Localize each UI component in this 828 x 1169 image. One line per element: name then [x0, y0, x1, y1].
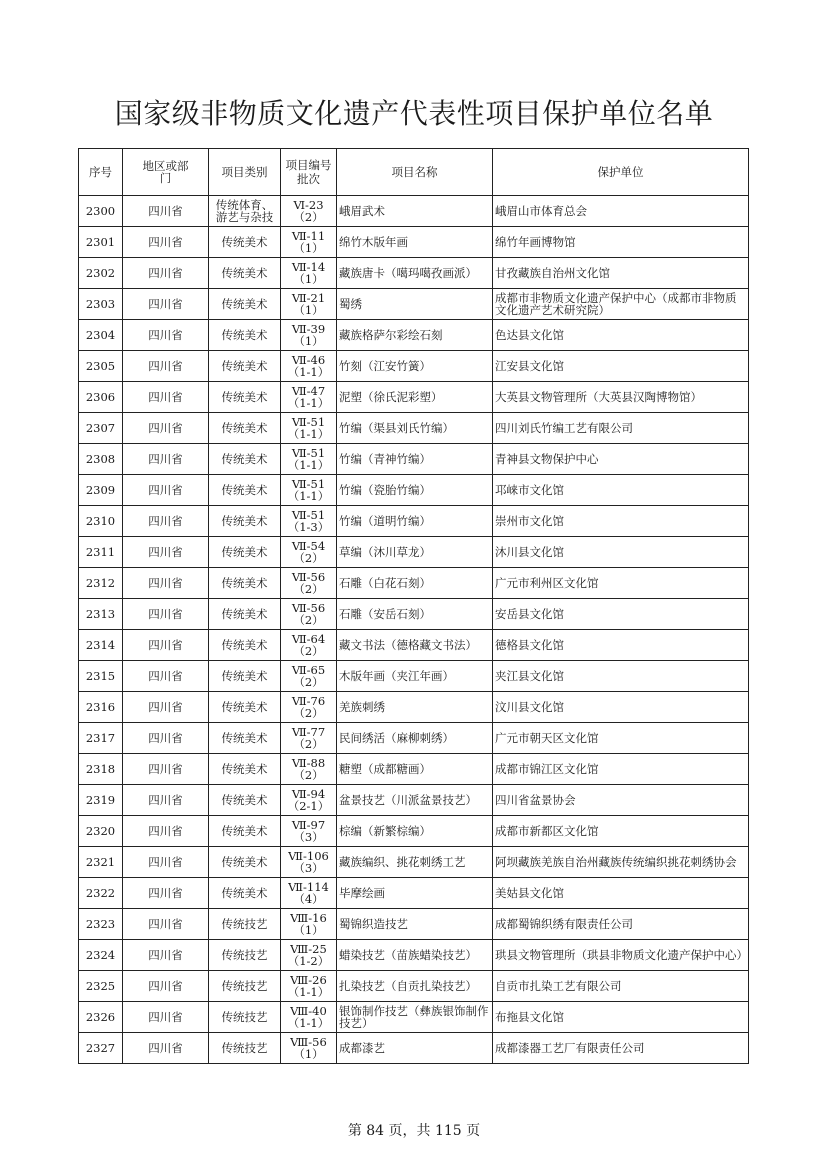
cell-category: 传统技艺: [209, 909, 281, 940]
cell-region: 四川省: [123, 475, 209, 506]
cell-category: 传统美术: [209, 878, 281, 909]
cell-code: Ⅶ-39 （1）: [281, 320, 337, 351]
cell-unit: 自贡市扎染工艺有限公司: [493, 971, 749, 1002]
cell-unit: 成都漆器工艺厂有限责任公司: [493, 1033, 749, 1064]
cell-name: 棕编（新繁棕编）: [337, 816, 493, 847]
cell-region: 四川省: [123, 320, 209, 351]
table-row: [79, 754, 749, 785]
cell-category: 传统美术: [209, 227, 281, 258]
cell-no: 2321: [79, 847, 123, 878]
cell-unit: 珙县文物管理所（珙县非物质文化遗产保护中心）: [493, 940, 749, 971]
cell-code: Ⅶ-51 （1-3）: [281, 506, 337, 537]
cell-unit: 崇州市文化馆: [493, 506, 749, 537]
cell-region: 四川省: [123, 568, 209, 599]
cell-name: 蜀绣: [337, 289, 493, 320]
cell-region: 四川省: [123, 816, 209, 847]
page-footer: 第 84 页，共 115 页: [347, 1123, 481, 1139]
table-row: [79, 661, 749, 692]
cell-code: Ⅶ-76 （2）: [281, 692, 337, 723]
cell-category: 传统美术: [209, 754, 281, 785]
cell-code: Ⅶ-94 （2-1）: [281, 785, 337, 816]
cell-unit: 成都市非物质文化遗产保护中心（成都市非物质文化遗产艺术研究院）: [493, 289, 749, 320]
table-row: [79, 878, 749, 909]
cell-region: 四川省: [123, 971, 209, 1002]
cell-no: 2308: [79, 444, 123, 475]
cell-code: Ⅶ-56 （2）: [281, 599, 337, 630]
table-header: [79, 149, 749, 196]
cell-unit: 峨眉山市体育总会: [493, 196, 749, 227]
cell-no: 2309: [79, 475, 123, 506]
cell-no: 2307: [79, 413, 123, 444]
cell-code: Ⅶ-51 （1-1）: [281, 444, 337, 475]
table-row: [79, 289, 749, 320]
cell-unit: 广元市朝天区文化馆: [493, 723, 749, 754]
cell-code: Ⅶ-11 （1）: [281, 227, 337, 258]
cell-name: 峨眉武术: [337, 196, 493, 227]
cell-code: Ⅶ-97 （3）: [281, 816, 337, 847]
cell-code: Ⅷ-56 （1）: [281, 1033, 337, 1064]
cell-code: Ⅵ-23 （2）: [281, 196, 337, 227]
table-row: [79, 940, 749, 971]
header-region: 地区或部门: [123, 149, 209, 196]
cell-category: 传统技艺: [209, 1033, 281, 1064]
cell-no: 2315: [79, 661, 123, 692]
cell-name: 绵竹木版年画: [337, 227, 493, 258]
cell-code: Ⅶ-114 （4）: [281, 878, 337, 909]
cell-unit: 大英县文物管理所（大英县汉陶博物馆）: [493, 382, 749, 413]
table-row: [79, 475, 749, 506]
cell-region: 四川省: [123, 723, 209, 754]
cell-no: 2318: [79, 754, 123, 785]
cell-unit: 汶川县文化馆: [493, 692, 749, 723]
header-code: 项目编号批次: [281, 149, 337, 196]
cell-category: 传统美术: [209, 537, 281, 568]
cell-code: Ⅶ-21 （1）: [281, 289, 337, 320]
cell-category: 传统美术: [209, 258, 281, 289]
cell-no: 2313: [79, 599, 123, 630]
cell-category: 传统美术: [209, 816, 281, 847]
cell-region: 四川省: [123, 506, 209, 537]
header-unit: 保护单位: [493, 149, 749, 196]
cell-no: 2314: [79, 630, 123, 661]
cell-region: 四川省: [123, 692, 209, 723]
cell-no: 2301: [79, 227, 123, 258]
table-row: [79, 444, 749, 475]
cell-no: 2323: [79, 909, 123, 940]
header-name: 项目名称: [337, 149, 493, 196]
cell-unit: 四川刘氏竹编工艺有限公司: [493, 413, 749, 444]
table-row: [79, 1002, 749, 1033]
cell-category: 传统美术: [209, 692, 281, 723]
cell-unit: 广元市利州区文化馆: [493, 568, 749, 599]
cell-code: Ⅶ-14 （1）: [281, 258, 337, 289]
table-row: [79, 320, 749, 351]
table-row: [79, 1033, 749, 1064]
cell-region: 四川省: [123, 351, 209, 382]
table-row: [79, 909, 749, 940]
table-row: [79, 785, 749, 816]
cell-category: 传统美术: [209, 506, 281, 537]
cell-region: 四川省: [123, 661, 209, 692]
cell-unit: 色达县文化馆: [493, 320, 749, 351]
cell-region: 四川省: [123, 227, 209, 258]
table-row: [79, 506, 749, 537]
cell-region: 四川省: [123, 599, 209, 630]
cell-category: 传统美术: [209, 475, 281, 506]
header-no: 序号: [79, 149, 123, 196]
cell-unit: 阿坝藏族羌族自治州藏族传统编织挑花刺绣协会: [493, 847, 749, 878]
cell-no: 2302: [79, 258, 123, 289]
cell-no: 2324: [79, 940, 123, 971]
cell-category: 传统美术: [209, 444, 281, 475]
table-row: [79, 599, 749, 630]
page-title: 国家级非物质文化遗产代表性项目保护单位名单: [114, 97, 714, 130]
cell-unit: 四川省盆景协会: [493, 785, 749, 816]
cell-name: 盆景技艺（川派盆景技艺）: [337, 785, 493, 816]
cell-name: 藏族格萨尔彩绘石刻: [337, 320, 493, 351]
cell-region: 四川省: [123, 754, 209, 785]
cell-code: Ⅶ-88 （2）: [281, 754, 337, 785]
cell-no: 2325: [79, 971, 123, 1002]
cell-code: Ⅷ-40 （1-1）: [281, 1002, 337, 1033]
cell-code: Ⅷ-26 （1-1）: [281, 971, 337, 1002]
cell-region: 四川省: [123, 940, 209, 971]
table-body: [79, 196, 749, 1064]
cell-unit: 夹江县文化馆: [493, 661, 749, 692]
cell-name: 羌族刺绣: [337, 692, 493, 723]
cell-category: 传统美术: [209, 289, 281, 320]
cell-region: 四川省: [123, 537, 209, 568]
cell-category: 传统美术: [209, 351, 281, 382]
cell-region: 四川省: [123, 847, 209, 878]
table-row: [79, 227, 749, 258]
cell-category: 传统美术: [209, 723, 281, 754]
cell-unit: 安岳县文化馆: [493, 599, 749, 630]
cell-unit: 沐川县文化馆: [493, 537, 749, 568]
cell-name: 木版年画（夹江年画）: [337, 661, 493, 692]
cell-unit: 成都蜀锦织绣有限责任公司: [493, 909, 749, 940]
cell-code: Ⅶ-47 （1-1）: [281, 382, 337, 413]
cell-category: 传统技艺: [209, 971, 281, 1002]
cell-category: 传统技艺: [209, 1002, 281, 1033]
cell-region: 四川省: [123, 413, 209, 444]
table-row: [79, 258, 749, 289]
cell-code: Ⅶ-77 （2）: [281, 723, 337, 754]
cell-region: 四川省: [123, 1033, 209, 1064]
cell-name: 草编（沐川草龙）: [337, 537, 493, 568]
cell-code: Ⅶ-46 （1-1）: [281, 351, 337, 382]
cell-category: 传统美术: [209, 847, 281, 878]
cell-unit: 布拖县文化馆: [493, 1002, 749, 1033]
cell-category: 传统美术: [209, 320, 281, 351]
cell-name: 藏族唐卡（噶玛噶孜画派）: [337, 258, 493, 289]
cell-code: Ⅶ-51 （1-1）: [281, 475, 337, 506]
cell-name: 成都漆艺: [337, 1033, 493, 1064]
cell-name: 银饰制作技艺（彝族银饰制作技艺）: [337, 1002, 493, 1033]
cell-name: 竹编（瓷胎竹编）: [337, 475, 493, 506]
table-row: [79, 413, 749, 444]
cell-no: 2303: [79, 289, 123, 320]
cell-category: 传统技艺: [209, 940, 281, 971]
cell-no: 2300: [79, 196, 123, 227]
cell-no: 2312: [79, 568, 123, 599]
cell-category: 传统美术: [209, 785, 281, 816]
cell-name: 竹刻（江安竹簧）: [337, 351, 493, 382]
cell-name: 竹编（道明竹编）: [337, 506, 493, 537]
table-row: [79, 816, 749, 847]
cell-category: 传统美术: [209, 568, 281, 599]
header-category: 项目类别: [209, 149, 281, 196]
cell-unit: 成都市新都区文化馆: [493, 816, 749, 847]
cell-category: 传统美术: [209, 599, 281, 630]
cell-code: Ⅶ-106 （3）: [281, 847, 337, 878]
cell-region: 四川省: [123, 630, 209, 661]
cell-region: 四川省: [123, 258, 209, 289]
cell-no: 2322: [79, 878, 123, 909]
cell-unit: 德格县文化馆: [493, 630, 749, 661]
table-row: [79, 847, 749, 878]
cell-region: 四川省: [123, 289, 209, 320]
cell-unit: 邛崃市文化馆: [493, 475, 749, 506]
cell-name: 藏族编织、挑花刺绣工艺: [337, 847, 493, 878]
cell-code: Ⅶ-51 （1-1）: [281, 413, 337, 444]
protection-unit-table: [78, 148, 749, 1064]
cell-name: 竹编（青神竹编）: [337, 444, 493, 475]
cell-no: 2327: [79, 1033, 123, 1064]
cell-no: 2316: [79, 692, 123, 723]
cell-region: 四川省: [123, 1002, 209, 1033]
cell-unit: 甘孜藏族自治州文化馆: [493, 258, 749, 289]
cell-code: Ⅶ-64 （2）: [281, 630, 337, 661]
cell-unit: 绵竹年画博物馆: [493, 227, 749, 258]
cell-region: 四川省: [123, 382, 209, 413]
cell-no: 2326: [79, 1002, 123, 1033]
table-row: [79, 537, 749, 568]
cell-name: 竹编（渠县刘氏竹编）: [337, 413, 493, 444]
cell-name: 民间绣活（麻柳刺绣）: [337, 723, 493, 754]
cell-name: 蜡染技艺（苗族蜡染技艺）: [337, 940, 493, 971]
cell-no: 2319: [79, 785, 123, 816]
table-row: [79, 196, 749, 227]
cell-region: 四川省: [123, 444, 209, 475]
table-row: [79, 382, 749, 413]
cell-name: 蜀锦织造技艺: [337, 909, 493, 940]
table-row: [79, 971, 749, 1002]
cell-category: 传统美术: [209, 413, 281, 444]
cell-unit: 江安县文化馆: [493, 351, 749, 382]
cell-no: 2317: [79, 723, 123, 754]
table-row: [79, 568, 749, 599]
cell-region: 四川省: [123, 785, 209, 816]
cell-name: 石雕（白花石刻）: [337, 568, 493, 599]
table-row: [79, 630, 749, 661]
cell-name: 藏文书法（德格藏文书法）: [337, 630, 493, 661]
cell-code: Ⅶ-65 （2）: [281, 661, 337, 692]
cell-name: 糖塑（成都糖画）: [337, 754, 493, 785]
cell-no: 2304: [79, 320, 123, 351]
cell-unit: 青神县文物保护中心: [493, 444, 749, 475]
cell-category: 传统美术: [209, 661, 281, 692]
cell-no: 2311: [79, 537, 123, 568]
cell-region: 四川省: [123, 909, 209, 940]
cell-unit: 成都市锦江区文化馆: [493, 754, 749, 785]
cell-name: 扎染技艺（自贡扎染技艺）: [337, 971, 493, 1002]
cell-name: 泥塑（徐氏泥彩塑）: [337, 382, 493, 413]
cell-region: 四川省: [123, 878, 209, 909]
cell-code: Ⅶ-54 （2）: [281, 537, 337, 568]
cell-name: 毕摩绘画: [337, 878, 493, 909]
cell-code: Ⅶ-56 （2）: [281, 568, 337, 599]
cell-category: 传统体育、游艺与杂技: [209, 196, 281, 227]
cell-no: 2306: [79, 382, 123, 413]
cell-category: 传统美术: [209, 630, 281, 661]
cell-name: 石雕（安岳石刻）: [337, 599, 493, 630]
cell-no: 2310: [79, 506, 123, 537]
table-row: [79, 692, 749, 723]
cell-region: 四川省: [123, 196, 209, 227]
cell-no: 2320: [79, 816, 123, 847]
cell-category: 传统美术: [209, 382, 281, 413]
table-row: [79, 351, 749, 382]
cell-no: 2305: [79, 351, 123, 382]
cell-code: Ⅷ-25 （1-2）: [281, 940, 337, 971]
cell-unit: 美姑县文化馆: [493, 878, 749, 909]
cell-code: Ⅷ-16 （1）: [281, 909, 337, 940]
table-row: [79, 723, 749, 754]
